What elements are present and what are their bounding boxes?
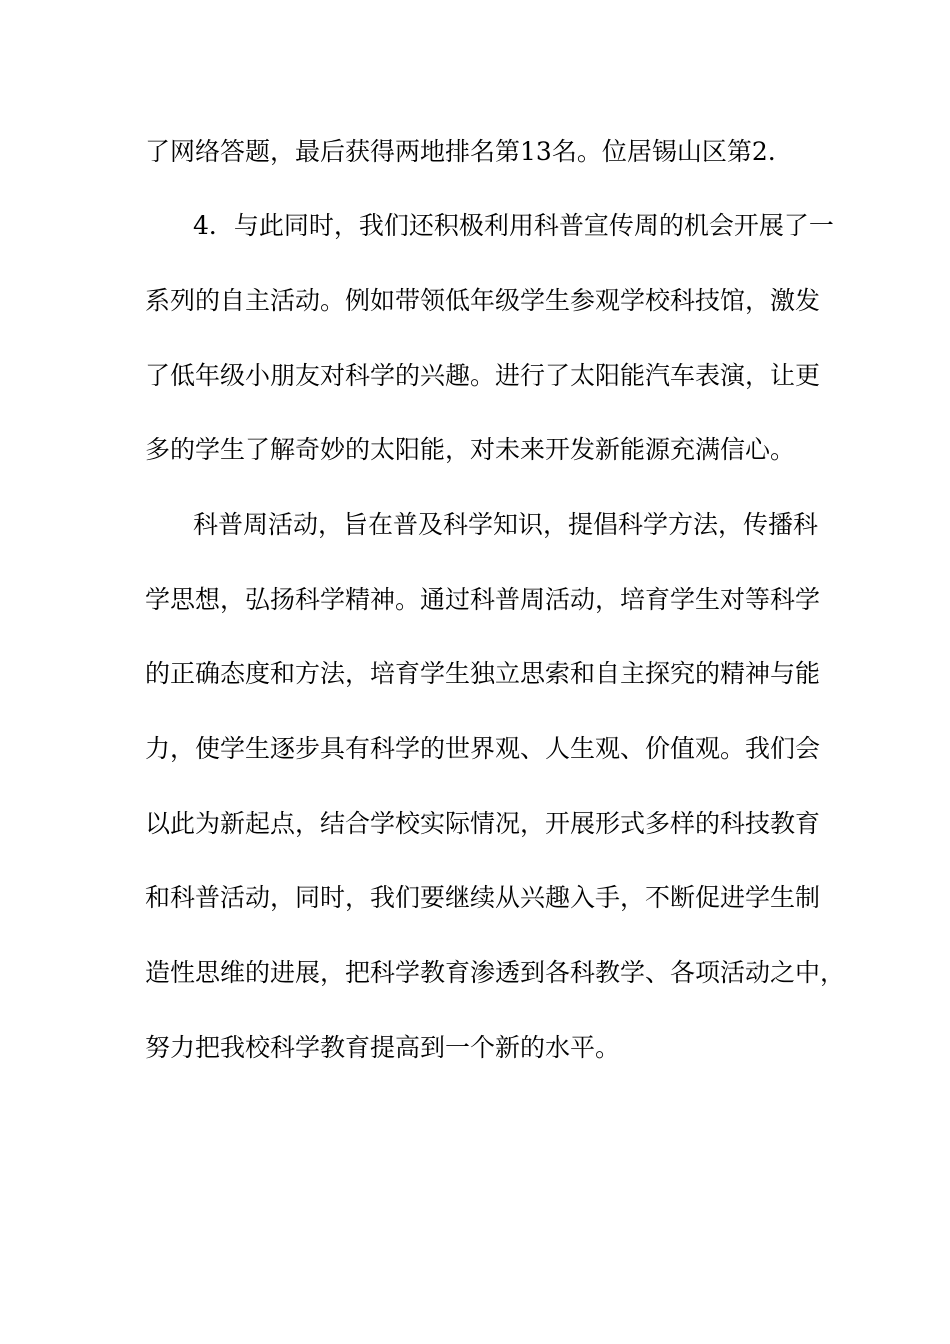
- text-line-11: 和科普活动，同时，我们要继续从兴趣入手，不断促进学生制: [145, 883, 821, 912]
- text-line-8: 的正确态度和方法，培育学生独立思索和自主探究的精神与能: [145, 659, 821, 688]
- text-line-7: 学思想，弘扬科学精神。通过科普周活动，培育学生对等科学: [145, 585, 821, 614]
- text-line-2: 4．与此同时，我们还积极利用科普宣传周的机会开展了一: [193, 211, 834, 240]
- text-line-13: 努力把我校科学教育提高到一个新的水平。: [145, 1033, 621, 1062]
- text-line-9: 力，使学生逐步具有科学的世界观、人生观、价值观。我们会: [145, 734, 821, 763]
- text-line-6: 科普周活动，旨在普及科学知识，提倡科学方法，传播科: [193, 510, 819, 539]
- text-line-12: 造性思维的进展，把科学教育渗透到各科教学、各项活动之中，: [145, 958, 846, 987]
- text-line-5: 多的学生了解奇妙的太阳能，对未来开发新能源充满信心。: [145, 435, 796, 464]
- text-line-10: 以此为新起点，结合学校实际情况，开展形式多样的科技教育: [145, 809, 821, 838]
- text-line-4: 了低年级小朋友对科学的兴趣。进行了太阳能汽车表演，让更: [145, 361, 821, 390]
- text-line-3: 系列的自主活动。例如带领低年级学生参观学校科技馆，激发: [145, 286, 821, 315]
- text-line-1: 了网络答题，最后获得两地排名第13名。位居锡山区第2.: [145, 137, 776, 166]
